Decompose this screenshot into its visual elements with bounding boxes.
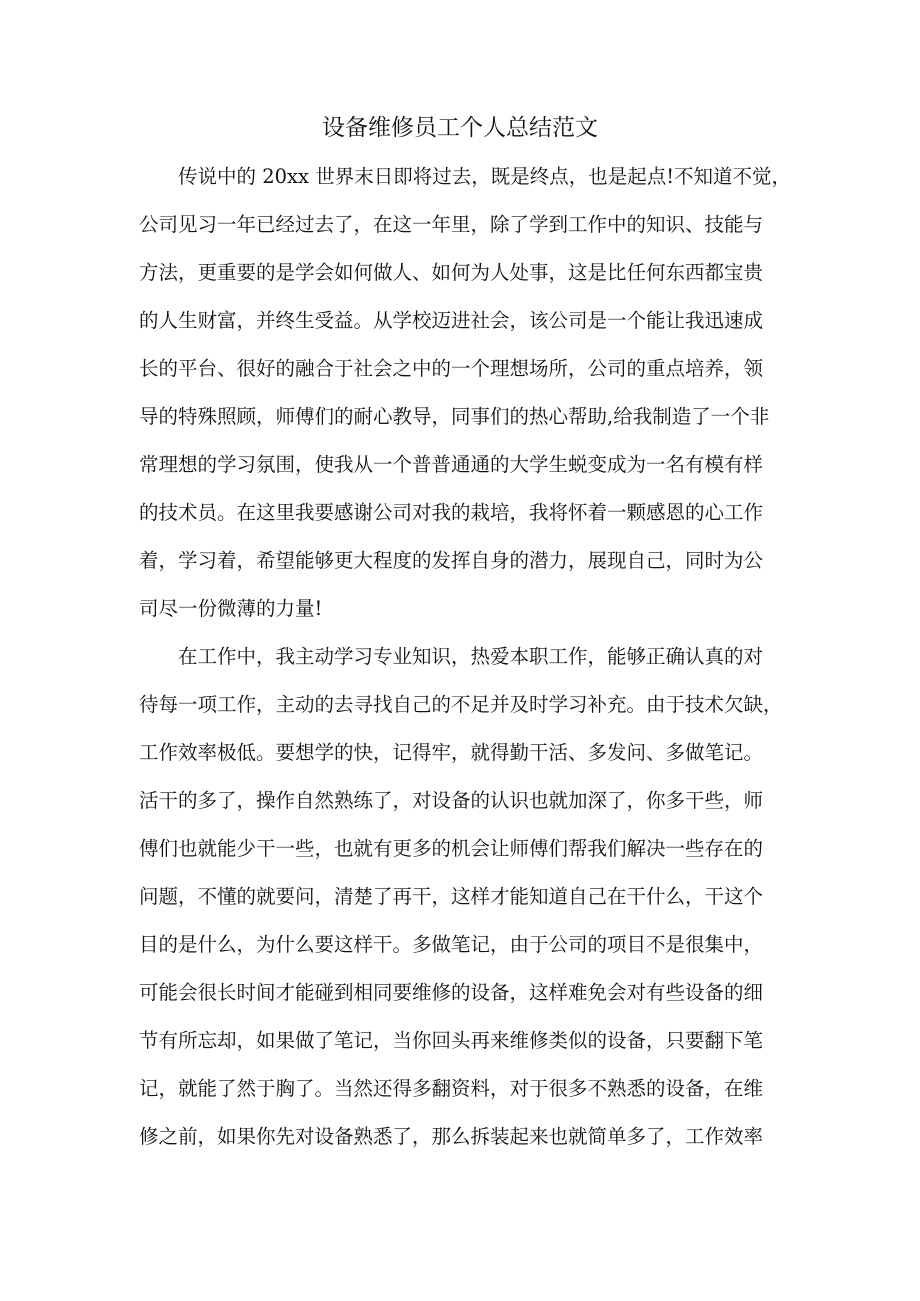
- text-line: 司尽一份微薄的力量!: [139, 597, 323, 620]
- document-title: 设备维修员工个人总结范文: [322, 115, 598, 141]
- text-line: 目的是什么，为什么要这样干。多做笔记，由于公司的项目不是很集中，: [139, 933, 764, 956]
- text-line: 修之前，如果你先对设备熟悉了，那么拆装起来也就简单多了，工作效率: [139, 1125, 764, 1148]
- text-line: 问题，不懂的就要问，清楚了再干，这样才能知道自己在干什么，干这个: [139, 885, 764, 908]
- paragraph-1: [139, 157, 799, 637]
- text-line: 傅们也就能少干一些，也就有更多的机会让师傅们帮我们解决一些存在的: [139, 837, 764, 860]
- text-line: 待每一项工作，主动的去寻找自己的不足并及时学习补充。由于技术欠缺，: [139, 693, 783, 716]
- text-line: 长的平台、很好的融合于社会之中的一个理想场所，公司的重点培养，领: [139, 357, 764, 380]
- text-line: 可能会很长时间才能碰到相同要维修的设备，这样难免会对有些设备的细: [139, 981, 764, 1004]
- text-line: 传说中的 20xx 世界末日即将过去，既是终点，也是起点!不知道不觉，: [139, 165, 792, 188]
- document-body: [139, 157, 799, 1165]
- text-line: 着，学习着，希望能够更大程度的发挥自身的潜力，展现自己，同时为公: [139, 549, 764, 572]
- paragraph-2: [139, 637, 799, 1165]
- text-line: 活干的多了，操作自然熟练了，对设备的认识也就加深了，你多干些，师: [139, 789, 764, 812]
- text-line: 的技术员。在这里我要感谢公司对我的栽培，我将怀着一颗感恩的心工作: [139, 501, 764, 524]
- text-line: 方法，更重要的是学会如何做人、如何为人处事，这是比任何东西都宝贵: [139, 261, 764, 284]
- text-line: 记，就能了然于胸了。当然还得多翻资料，对于很多不熟悉的设备，在维: [139, 1077, 764, 1100]
- text-line: 公司见习一年已经过去了，在这一年里，除了学到工作中的知识、技能与: [139, 213, 764, 236]
- text-line: 常理想的学习氛围，使我从一个普普通通的大学生蜕变成为一名有模有样: [139, 453, 764, 476]
- text-line: 的人生财富，并终生受益。从学校迈进社会，该公司是一个能让我迅速成: [139, 309, 764, 332]
- text-line: 导的特殊照顾，师傅们的耐心教导，同事们的热心帮助,给我制造了一个非: [139, 405, 770, 428]
- text-line: 节有所忘却，如果做了笔记，当你回头再来维修类似的设备，只要翻下笔: [139, 1029, 764, 1052]
- text-line: 在工作中，我主动学习专业知识，热爱本职工作，能够正确认真的对: [139, 645, 764, 668]
- text-line: 工作效率极低。要想学的快，记得牢，就得勤干活、多发问、多做笔记。: [139, 741, 764, 764]
